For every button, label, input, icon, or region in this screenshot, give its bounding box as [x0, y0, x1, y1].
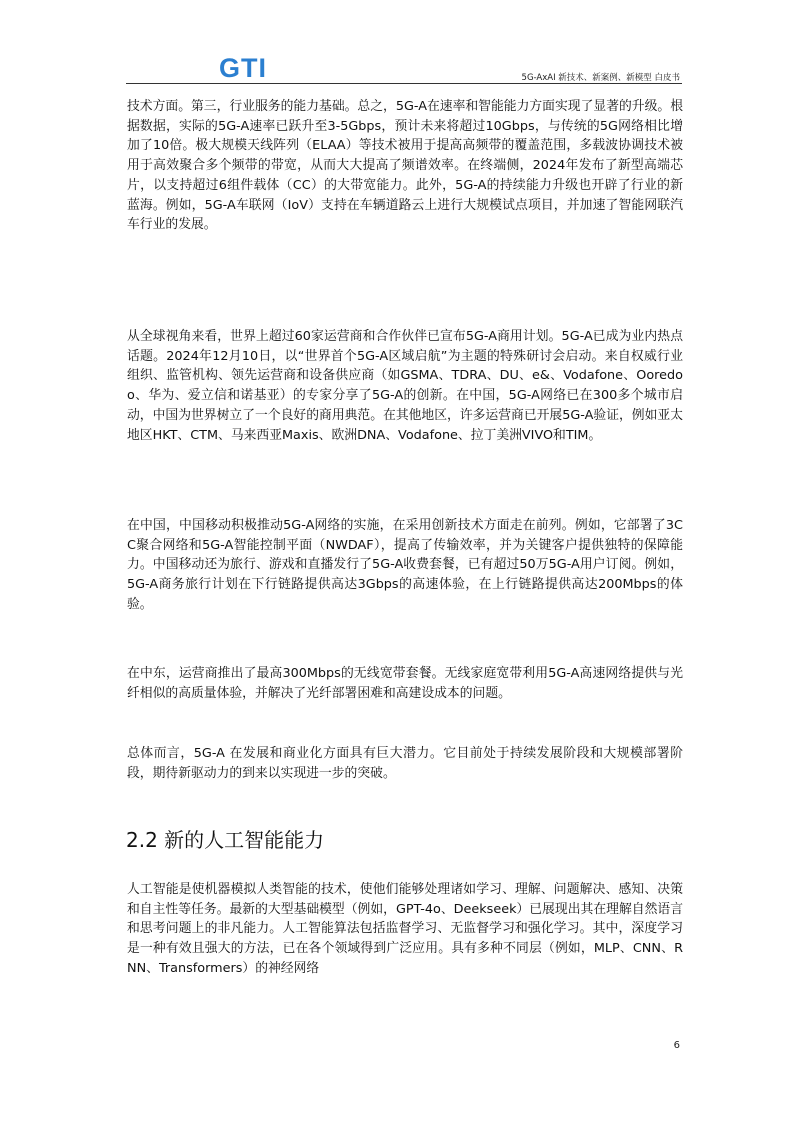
paragraph-middle-east: 在中东，运营商推出了最高300Mbps的无线宽带套餐。无线家庭宽带利用5G-A高速网络提供与光纤相似的高质量体验，并解决了光纤部署困难和高建设成本的问题。 — [127, 666, 683, 701]
page-number: 6 — [673, 1040, 680, 1051]
paragraph-technology-upgrade: 技术方面。第三，行业服务的能力基础。总之，5G-A在速率和智能能力方面实现了显著的升级。根据数据，实际的5G-A速率已跃升至3-5Gbps，预计未来将超过10Gbps，与传统的5G网络相比增加了10倍。极大规模天线阵列（ELAA）等技术被用于提高高频带的覆盖范围，多载波协调技术被用于高效聚合多个频带的带宽，从而大大提高了频谱效率。在终端侧，2024年发布了新型高端芯片，以支持超过6组件载体（CC）的大带宽能力。此外，5G-A的持续能力升级也开辟了行业的新蓝海。例如，5G-A车联网（IoV）支持在车辆道路云上进行大规模试点项目，并加速了智能网联汽车行业的发展。 — [127, 99, 683, 233]
paragraph-global-view: 从全球视角来看，世界上超过60家运营商和合作伙伴已宣布5G-A商用计划。5G-A已成为业内热点话题。2024年12月10日，以“世界首个5G-A区域启航”为主题的特殊研讨会启动。来自权威行业组织、监管机构、领先运营商和设备供应商（如GSMA、TDRA、DU、e&、Vodafone、Ooredoo、华为、爱立信和诺基亚）的专家分享了5G-A的创新。在中国，5G-A网络已在300多个城市启动，中国为世界树立了一个良好的商用典范。在其他地区，许多运营商已开展5G-A验证，例如亚太地区HKT、CTM、马来西亚Maxis、欧洲DNA、Vodafone、拉丁美洲VIVO和TIM。 — [127, 329, 683, 443]
gti-logo: GTI — [219, 53, 267, 83]
paragraph-summary: 总体而言，5G-A 在发展和商业化方面具有巨大潜力。它目前处于持续发展阶段和大规模部署阶段，期待新驱动力的到来以实现进一步的突破。 — [127, 746, 683, 781]
header-divider — [126, 83, 682, 84]
paragraph-ai-definition: 人工智能是使机器模拟人类智能的技术，使他们能够处理诸如学习、理解、问题解决、感知、决策和自主性等任务。最新的大型基础模型（例如，GPT-4o、Deekseek）已展现出其在理解自然语言和思考问题上的非凡能力。人工智能算法包括监督学习、无监督学习和强化学习。其中，深度学习是一种有效且强大的方法，已在各个领域得到广泛应用。具有多种不同层（例如，MLP、CNN、RNN、Transformers）的神经网络 — [127, 882, 683, 976]
document-title: 5G-AxAI 新技术、新案例、新模型 白皮书 — [521, 73, 680, 83]
section-heading: 2.2 新的人工智能能力 — [126, 828, 325, 852]
paragraph-china-mobile: 在中国，中国移动积极推动5G-A网络的实施，在采用创新技术方面走在前列。例如，它部署了3CC聚合网络和5G-A智能控制平面（NWDAF），提高了传输效率，并为关键客户提供独特的保障能力。中国移动还为旅行、游戏和直播发行了5G-A收费套餐，已有超过50万5G-A用户订阅。例如，5G-A商务旅行计划在下行链路提供高达3Gbps的高速体验，在上行链路提供高达200Mbps的体验。 — [127, 518, 683, 612]
